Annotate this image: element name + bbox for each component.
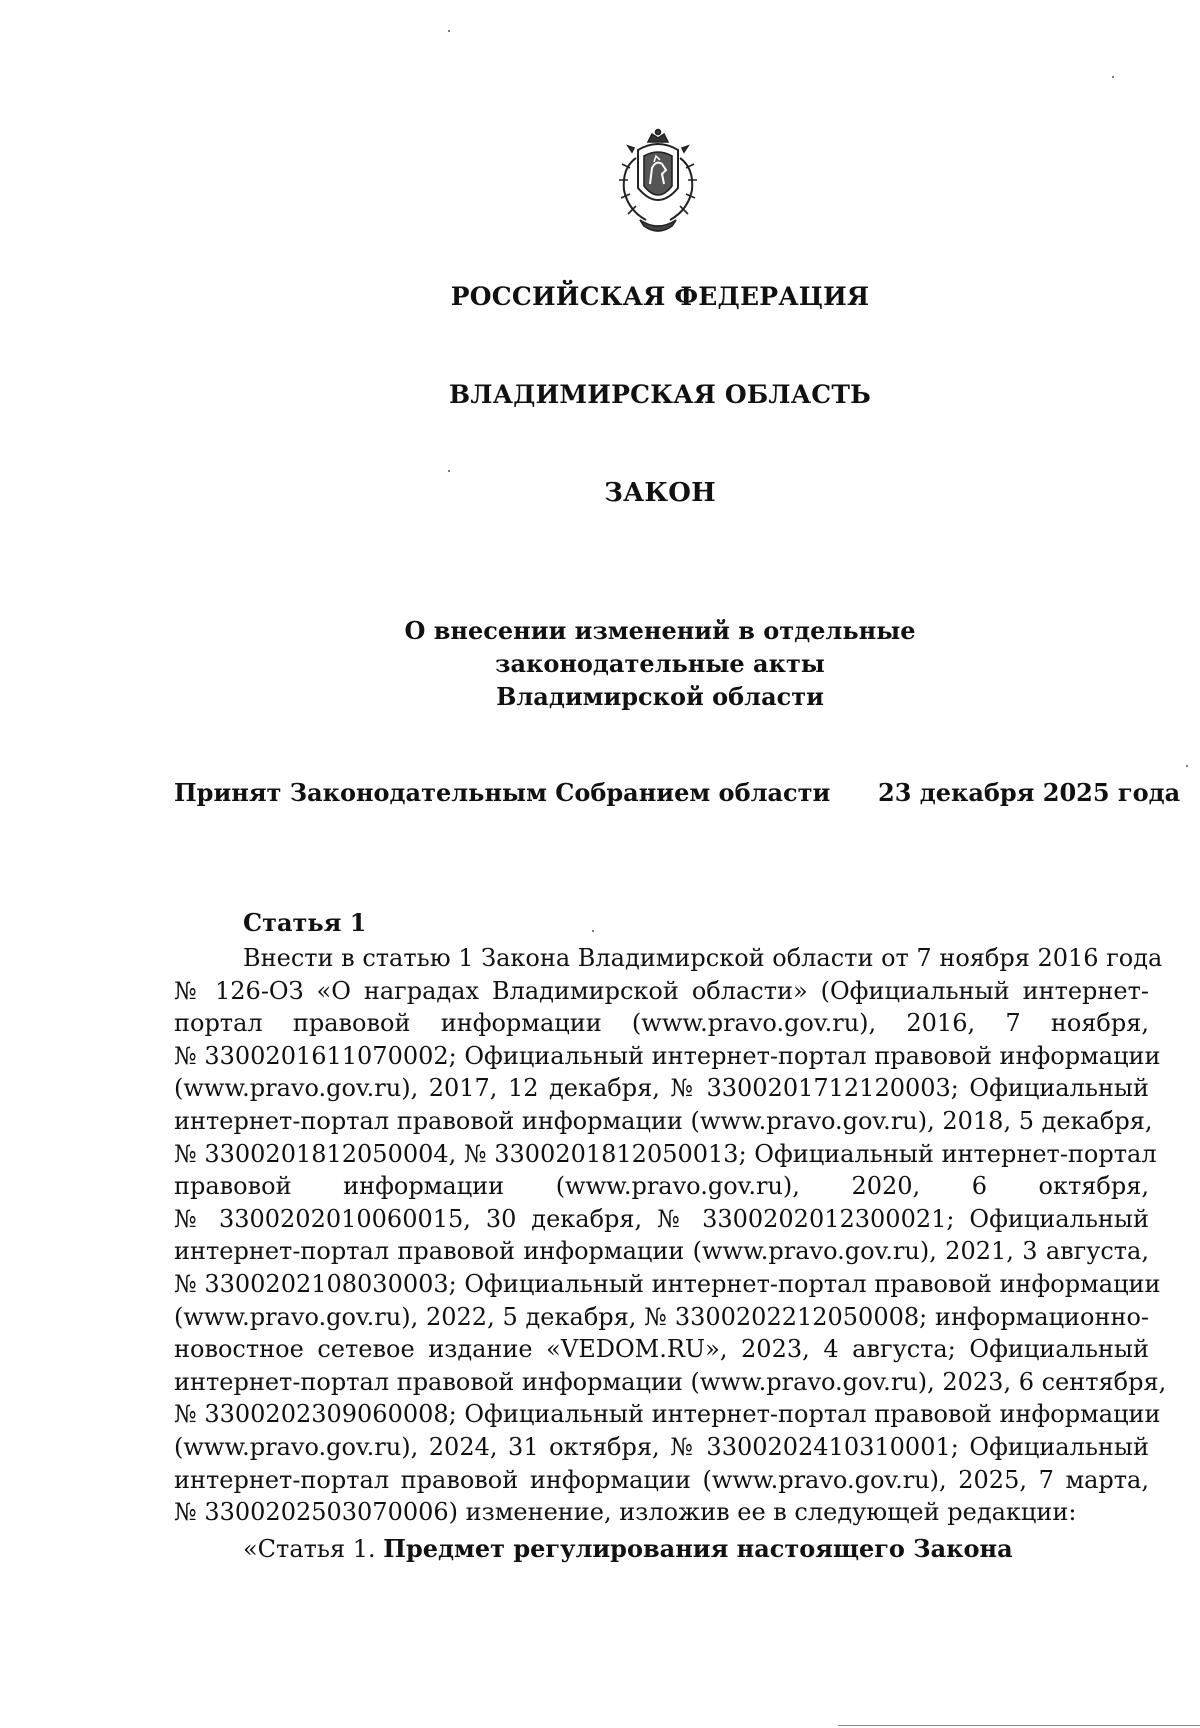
law-title-line: Владимирской области (496, 682, 824, 711)
body-line: № 126-ОЗ «О наградах Владимирской области» (Официальный интернет- (174, 976, 1149, 1005)
article-1-heading: Статья 1 (243, 908, 367, 937)
federation-heading: РОССИЙСКАЯ ФЕДЕРАЦИЯ (450, 282, 870, 311)
body-line: интернет-портал правовой информации (www.pravo.gov.ru), 2018, 5 декабря, (174, 1106, 1153, 1135)
coat-of-arms-emblem (610, 128, 706, 236)
body-line: (www.pravo.gov.ru), 2024, 31 октября, № 3300202410310001; Официальный (174, 1432, 1149, 1461)
quoted-article-title: Предмет регулирования настоящего Закона (383, 1534, 1013, 1563)
law-title-line: О внесении изменений в отдельные (404, 616, 916, 645)
body-line: № 3300202503070006) изменение, изложив ее в следующей редакции: (174, 1498, 1077, 1527)
body-line: (www.pravo.gov.ru), 2017, 12 декабря, № 3300201712120003; Официальный (174, 1074, 1149, 1103)
scan-artifact (448, 470, 450, 472)
scan-edge-line (838, 1725, 1200, 1726)
body-line: Внести в статью 1 Закона Владимирской области от 7 ноября 2016 года (243, 944, 1163, 972)
document-type-heading: ЗАКОН (604, 478, 716, 508)
body-line: правовой информации (www.pravo.gov.ru), 2020, 6 октября, (174, 1172, 1149, 1201)
body-line: портал правовой информации (www.pravo.gov.ru), 2016, 7 ноября, (174, 1009, 1149, 1038)
body-line: новостное сетевое издание «VEDOM.RU», 2023, 4 августа; Официальный (174, 1335, 1149, 1364)
scan-artifact (592, 930, 594, 932)
body-line: № 3300202108030003; Официальный интернет-портал правовой информации (174, 1269, 1161, 1298)
quoted-article-heading (243, 1534, 1013, 1563)
scan-artifact (1186, 765, 1188, 767)
scan-artifact (448, 30, 450, 32)
body-line: № 3300202010060015, 30 декабря, № 3300202012300021; Официальный (174, 1204, 1149, 1233)
body-line: интернет-портал правовой информации (www.pravo.gov.ru), 2021, 3 августа, (174, 1237, 1149, 1266)
body-line: интернет-портал правовой информации (www.pravo.gov.ru), 2023, 6 сентября, (174, 1367, 1167, 1396)
body-line: № 3300201611070002; Официальный интернет-портал правовой информации (174, 1041, 1161, 1070)
body-line: № 3300201812050004, № 3300201812050013; Официальный интернет-портал (174, 1139, 1157, 1168)
article-1-body (174, 942, 1167, 1529)
law-title-line: законодательные акты (495, 649, 825, 678)
adopted-by: Принят Законодательным Собранием области (174, 778, 831, 807)
scan-artifact (1112, 76, 1114, 78)
body-line: № 3300202309060008; Официальный интернет-портал правовой информации (174, 1400, 1161, 1429)
law-title (360, 614, 960, 713)
body-line: интернет-портал правовой информации (www.pravo.gov.ru), 2025, 7 марта, (174, 1465, 1149, 1494)
region-heading: ВЛАДИМИРСКАЯ ОБЛАСТЬ (448, 380, 872, 409)
quoted-article-prefix: «Статья 1. (243, 1535, 384, 1563)
adoption-date: 23 декабря 2025 года (878, 778, 1181, 807)
body-line: (www.pravo.gov.ru), 2022, 5 декабря, № 3300202212050008; информационно- (174, 1302, 1149, 1331)
